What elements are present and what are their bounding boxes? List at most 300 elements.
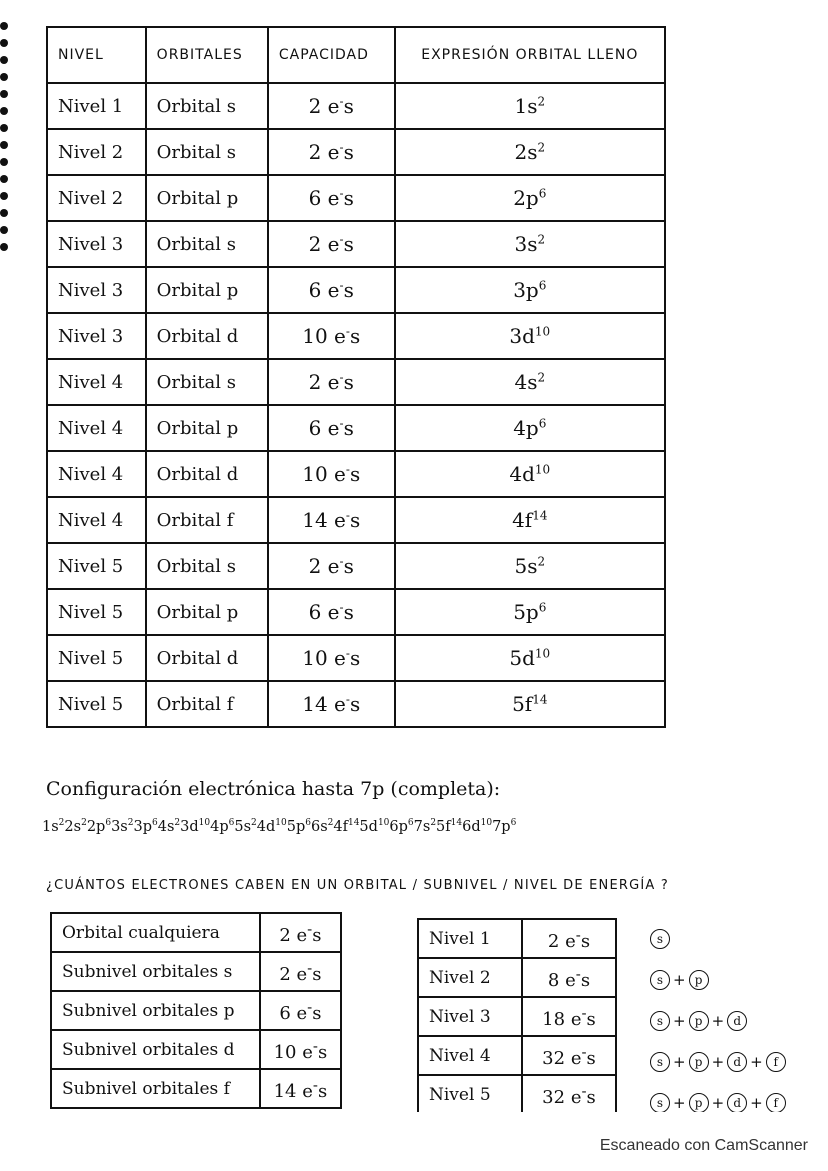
electron-symbol: e [334, 462, 346, 486]
orbital-exponent: 10 [534, 324, 551, 339]
config-term-exp: 10 [480, 818, 493, 828]
capacity-number: 2 [308, 370, 322, 394]
scanner-watermark: Escaneado con CamScanner [599, 1137, 808, 1154]
table-row [418, 919, 616, 958]
cell-capacidad [268, 221, 395, 267]
orbital-sum-row [650, 959, 820, 1000]
electron-symbol: e [296, 924, 308, 946]
orbital-shell: 3 [513, 278, 526, 302]
table-row [47, 405, 665, 451]
electron-symbol: e [302, 1080, 313, 1102]
circled-orbital-d: d [727, 1011, 747, 1031]
electron-symbol: e [570, 1047, 582, 1069]
capacity-number: 6 [308, 186, 322, 210]
electron-configuration [42, 818, 812, 835]
capacity-number: 2 [308, 140, 322, 164]
cell-nivel: Nivel 5 [47, 543, 146, 589]
orbital-sum-row [650, 1000, 820, 1041]
config-term-exp: 2 [430, 818, 437, 828]
electron-charge-mark: - [339, 186, 344, 201]
table-row [47, 221, 665, 267]
capacity-number: 18 [542, 1008, 566, 1030]
orbital-type: s [527, 94, 538, 118]
config-term-base: 3s [111, 818, 128, 835]
table-row [418, 958, 616, 997]
orbital-type: s [527, 554, 538, 578]
cell-capacity [260, 1030, 341, 1069]
plural-s: s [349, 508, 361, 532]
cell-orbital: Orbital d [146, 635, 268, 681]
cell-expresion [395, 221, 665, 267]
cell-expresion [395, 589, 665, 635]
electron-charge-mark: - [307, 997, 313, 1016]
electron-charge-mark: - [339, 600, 344, 615]
table-row [47, 451, 665, 497]
circled-orbital-f: f [766, 1093, 786, 1113]
capacity-number: 2 [308, 554, 322, 578]
electron-symbol: e [327, 140, 340, 164]
cell-label: Subnivel orbitales d [51, 1030, 260, 1069]
cell-expresion [395, 543, 665, 589]
electron-symbol: e [327, 600, 340, 624]
config-term-exp: 10 [275, 818, 287, 828]
electron-symbol: e [296, 1002, 308, 1024]
config-term-exp: 6 [510, 818, 517, 828]
capacity-number: 10 [302, 324, 328, 348]
electron-charge-mark: - [345, 508, 350, 523]
orbital-shell: 1 [514, 94, 528, 118]
plural-s: s [343, 370, 354, 394]
header-orbitales: ORBITALES [146, 27, 268, 83]
config-term-exp: 2 [127, 818, 134, 828]
orbital-type: p [525, 416, 539, 440]
cell-orbital: Orbital s [146, 359, 268, 405]
config-term-exp: 6 [407, 818, 414, 828]
electron-charge-mark: - [307, 919, 313, 938]
cell-capacidad [268, 681, 395, 727]
table-row [47, 267, 665, 313]
plural-s: s [317, 1041, 328, 1063]
subshell-capacity-table [50, 912, 342, 1109]
cell-capacidad [268, 405, 395, 451]
electron-charge-mark: - [339, 416, 344, 431]
electron-symbol: e [565, 969, 576, 991]
cell-expresion [395, 635, 665, 681]
cell-expresion [395, 313, 665, 359]
plus-sign: + [711, 1093, 725, 1112]
orbital-shell: 2 [513, 186, 526, 210]
circled-orbital-p: p [689, 1011, 709, 1031]
cell-capacidad [268, 359, 395, 405]
cell-nivel: Nivel 2 [47, 175, 146, 221]
orbital-type: f [524, 692, 533, 716]
electron-symbol: e [327, 94, 340, 118]
cell-orbital: Orbital f [146, 497, 268, 543]
electron-charge-mark: - [339, 94, 344, 109]
capacity-number: 32 [542, 1047, 566, 1069]
orbital-table-body [47, 83, 665, 727]
electron-charge-mark: - [339, 278, 344, 293]
cell-label: Subnivel orbitales s [51, 952, 260, 991]
capacity-number: 2 [547, 930, 560, 952]
table-row [47, 543, 665, 589]
electron-symbol: e [296, 963, 308, 985]
orbital-exponent: 6 [538, 600, 547, 615]
electron-symbol: e [327, 554, 340, 578]
cell-label: Nivel 5 [418, 1075, 522, 1114]
orbital-type: p [525, 278, 539, 302]
electron-charge-mark: - [312, 1036, 318, 1055]
electron-charge-mark: - [312, 1075, 318, 1094]
config-title: Configuración electrónica hasta 7p (completa): [46, 778, 501, 800]
orbital-shell: 5 [513, 600, 526, 624]
capacity-number: 6 [308, 416, 322, 440]
cell-label: Subnivel orbitales f [51, 1069, 260, 1108]
config-term-base: 3d [180, 818, 199, 835]
cell-orbital: Orbital s [146, 129, 268, 175]
cell-capacity [522, 1036, 616, 1075]
cell-capacidad [268, 635, 395, 681]
orbital-sum-row [650, 918, 820, 959]
plural-s: s [343, 554, 354, 578]
orbital-shell: 5 [514, 554, 528, 578]
electron-symbol: e [327, 370, 340, 394]
orbital-type: d [522, 646, 535, 670]
config-term-base: 4f [333, 818, 348, 835]
plural-s: s [343, 140, 354, 164]
orbital-type: s [527, 232, 538, 256]
config-term-exp: 6 [105, 818, 112, 828]
capacity-number: 2 [279, 963, 291, 985]
config-term-base: 5s [234, 818, 252, 835]
electron-symbol: e [334, 646, 346, 670]
plural-s: s [343, 600, 354, 624]
capacity-number: 6 [308, 600, 322, 624]
plural-s: s [343, 94, 354, 118]
plural-s: s [586, 1047, 596, 1069]
table-row [51, 991, 341, 1030]
cell-nivel: Nivel 1 [47, 83, 146, 129]
table-row [47, 635, 665, 681]
capacity-number: 8 [547, 969, 560, 991]
orbital-exponent: 14 [532, 508, 548, 523]
table-row [47, 83, 665, 129]
electron-charge-mark: - [339, 232, 344, 247]
config-term-base: 2p [86, 818, 106, 835]
cell-label: Orbital cualquiera [51, 913, 260, 952]
cell-label: Nivel 3 [418, 997, 522, 1036]
header-nivel: NIVEL [47, 27, 146, 83]
plural-s: s [343, 416, 354, 440]
cell-orbital: Orbital p [146, 405, 268, 451]
circled-orbital-f: f [766, 1052, 786, 1072]
circled-orbital-p: p [689, 970, 709, 990]
orbital-shell: 2 [514, 140, 528, 164]
orbital-shell: 4 [512, 508, 525, 532]
cell-label: Subnivel orbitales p [51, 991, 260, 1030]
cell-nivel: Nivel 5 [47, 681, 146, 727]
plural-s: s [343, 232, 354, 256]
table-row [51, 913, 341, 952]
cell-orbital: Orbital p [146, 175, 268, 221]
circled-orbital-s: s [650, 1093, 670, 1113]
cell-capacidad [268, 451, 395, 497]
cell-capacidad [268, 129, 395, 175]
cell-nivel: Nivel 5 [47, 589, 146, 635]
config-term-base: 5d [359, 818, 378, 835]
electron-symbol: e [327, 232, 340, 256]
capacity-number: 14 [302, 508, 328, 532]
config-term-exp: 6 [305, 818, 311, 828]
cell-label: Nivel 1 [418, 919, 522, 958]
table-row [47, 129, 665, 175]
cell-capacity [522, 997, 616, 1036]
cell-expresion [395, 497, 665, 543]
orbital-shell: 5 [512, 692, 525, 716]
electron-charge-mark: - [581, 1003, 587, 1022]
orbital-shell: 3 [509, 324, 523, 348]
orbital-sum-diagrams [650, 918, 820, 1123]
config-term-exp: 2 [327, 818, 334, 828]
cell-orbital: Orbital f [146, 681, 268, 727]
plural-s: s [343, 186, 354, 210]
table-row [47, 175, 665, 221]
config-term-exp: 2 [58, 818, 65, 828]
electron-symbol: e [334, 508, 346, 532]
electron-symbol: e [565, 930, 576, 952]
orbital-shell: 3 [514, 232, 528, 256]
electron-symbol: e [327, 186, 340, 210]
plus-sign: + [750, 1093, 763, 1112]
orbital-shell: 5 [509, 646, 523, 670]
plus-sign: + [750, 1052, 763, 1071]
electron-charge-mark: - [575, 925, 581, 944]
circled-orbital-s: s [650, 1011, 670, 1031]
circled-orbital-s: s [650, 1052, 670, 1072]
orbital-exponent: 2 [537, 140, 546, 155]
cell-capacidad [268, 267, 395, 313]
table-row [418, 1075, 616, 1114]
cell-label: Nivel 4 [418, 1036, 522, 1075]
cell-orbital: Orbital p [146, 589, 268, 635]
circled-orbital-p: p [689, 1093, 709, 1113]
cell-capacity [260, 952, 341, 991]
plus-sign: + [711, 1052, 725, 1071]
orbital-exponent: 6 [538, 278, 547, 293]
cell-orbital: Orbital d [146, 451, 268, 497]
orbital-capacity-table [46, 26, 666, 728]
cell-orbital: Orbital s [146, 83, 268, 129]
circled-orbital-d: d [727, 1052, 747, 1072]
circled-orbital-p: p [689, 1052, 709, 1072]
table-row [47, 359, 665, 405]
electron-charge-mark: - [307, 958, 313, 977]
cell-nivel: Nivel 4 [47, 359, 146, 405]
cell-nivel: Nivel 3 [47, 313, 146, 359]
capacity-number: 2 [279, 924, 291, 946]
orbital-exponent: 2 [537, 232, 546, 247]
config-term-base: 6d [462, 818, 481, 835]
config-term-exp: 6 [228, 818, 235, 828]
circled-orbital-s: s [650, 929, 670, 949]
plural-s: s [317, 1080, 328, 1102]
electron-symbol: e [327, 416, 340, 440]
cell-expresion [395, 129, 665, 175]
capacity-number: 14 [302, 692, 328, 716]
capacity-number: 10 [273, 1041, 297, 1063]
cell-expresion [395, 359, 665, 405]
plural-s: s [349, 646, 361, 670]
config-term-base: 4p [210, 818, 229, 835]
config-term-exp: 2 [81, 818, 87, 828]
electron-charge-mark: - [339, 140, 344, 155]
cell-nivel: Nivel 3 [47, 267, 146, 313]
orbital-shell: 4 [513, 416, 526, 440]
config-term-exp: 14 [347, 818, 360, 828]
table-row [418, 997, 616, 1036]
plural-s: s [312, 963, 322, 985]
cell-orbital: Orbital s [146, 543, 268, 589]
table-row [51, 1030, 341, 1069]
table-header-row [47, 27, 665, 83]
cell-expresion [395, 175, 665, 221]
cell-capacity [260, 913, 341, 952]
cell-label: Nivel 2 [418, 958, 522, 997]
config-term-base: 4d [256, 818, 276, 835]
config-term-base: 3p [133, 818, 152, 835]
config-term-base: 7s [413, 818, 431, 835]
cell-capacidad [268, 175, 395, 221]
level-capacity-table [417, 918, 617, 1115]
electron-charge-mark: - [581, 1081, 587, 1100]
electron-charge-mark: - [581, 1042, 587, 1061]
orbital-type: f [524, 508, 533, 532]
config-term-exp: 2 [251, 818, 257, 828]
header-capacidad: CAPACIDAD [268, 27, 395, 83]
config-term-base: 1s [42, 818, 59, 835]
plural-s: s [580, 930, 591, 952]
cell-orbital: Orbital d [146, 313, 268, 359]
config-term-base: 4s [157, 818, 175, 835]
cell-capacity [260, 991, 341, 1030]
question-heading: ¿CUÁNTOS ELECTRONES CABEN EN UN ORBITAL / SUBNIVEL / NIVEL DE ENERGÍA ? [46, 878, 669, 893]
header-expresion: EXPRESIÓN ORBITAL LLENO [395, 27, 665, 83]
orbital-exponent: 2 [537, 370, 546, 385]
config-term-exp: 6 [151, 818, 158, 828]
orbital-exponent: 6 [538, 416, 547, 431]
orbital-exponent: 6 [538, 186, 547, 201]
config-term-base: 7p [492, 818, 511, 835]
config-term-exp: 10 [377, 818, 390, 828]
electron-symbol: e [570, 1008, 582, 1030]
capacity-number: 6 [308, 278, 322, 302]
plural-s: s [349, 462, 361, 486]
orbital-type: p [525, 600, 539, 624]
cell-nivel: Nivel 5 [47, 635, 146, 681]
circled-orbital-d: d [727, 1093, 747, 1113]
plus-sign: + [673, 1052, 686, 1071]
plus-sign: + [711, 1011, 725, 1030]
plural-s: s [349, 692, 361, 716]
orbital-sum-row [650, 1041, 820, 1082]
cell-capacity [522, 919, 616, 958]
cell-capacidad [268, 543, 395, 589]
orbital-type: d [522, 462, 535, 486]
orbital-type: s [527, 140, 538, 164]
config-term-exp: 2 [174, 818, 181, 828]
cell-capacidad [268, 497, 395, 543]
electron-symbol: e [334, 324, 346, 348]
table-row [47, 497, 665, 543]
capacity-number: 2 [308, 94, 322, 118]
plural-s: s [343, 278, 354, 302]
capacity-number: 10 [302, 646, 328, 670]
table-row [51, 952, 341, 991]
table-row [51, 1069, 341, 1108]
cell-capacidad [268, 589, 395, 635]
cell-capacity [522, 958, 616, 997]
electron-charge-mark: - [339, 554, 344, 569]
orbital-exponent: 2 [537, 554, 546, 569]
orbital-type: s [527, 370, 538, 394]
orbital-exponent: 14 [532, 692, 548, 707]
plus-sign: + [673, 970, 686, 989]
plural-s: s [312, 1002, 322, 1024]
electron-charge-mark: - [575, 964, 581, 983]
config-term-base: 5p [286, 818, 306, 835]
orbital-exponent: 10 [534, 462, 551, 477]
orbital-shell: 4 [509, 462, 523, 486]
circled-orbital-s: s [650, 970, 670, 990]
plural-s: s [586, 1008, 596, 1030]
cell-expresion [395, 267, 665, 313]
capacity-number: 10 [302, 462, 328, 486]
cell-expresion [395, 681, 665, 727]
electron-charge-mark: - [345, 462, 350, 477]
config-term-base: 2s [64, 818, 82, 835]
capacity-number: 14 [273, 1080, 297, 1102]
cell-capacity [260, 1069, 341, 1108]
config-term-base: 6s [310, 818, 328, 835]
orbital-shell: 4 [514, 370, 528, 394]
config-term-exp: 10 [198, 818, 211, 828]
notebook-binding-holes [0, 22, 10, 260]
cell-nivel: Nivel 4 [47, 405, 146, 451]
orbital-exponent: 2 [537, 94, 546, 109]
plural-s: s [586, 1086, 596, 1108]
electron-symbol: e [327, 278, 340, 302]
cell-nivel: Nivel 3 [47, 221, 146, 267]
cell-expresion [395, 451, 665, 497]
plural-s: s [580, 969, 591, 991]
electron-symbol: e [570, 1086, 582, 1108]
table-row [47, 313, 665, 359]
config-term-base: 6p [389, 818, 408, 835]
plus-sign: + [673, 1093, 686, 1112]
cell-capacidad [268, 83, 395, 129]
cell-nivel: Nivel 4 [47, 451, 146, 497]
capacity-number: 6 [279, 1002, 291, 1024]
cell-capacidad [268, 313, 395, 359]
plus-sign: + [673, 1011, 686, 1030]
table-row [418, 1036, 616, 1075]
cell-nivel: Nivel 2 [47, 129, 146, 175]
cell-expresion [395, 83, 665, 129]
table-row [47, 681, 665, 727]
orbital-exponent: 10 [534, 646, 551, 661]
config-term-base: 5f [436, 818, 451, 835]
plural-s: s [312, 924, 322, 946]
